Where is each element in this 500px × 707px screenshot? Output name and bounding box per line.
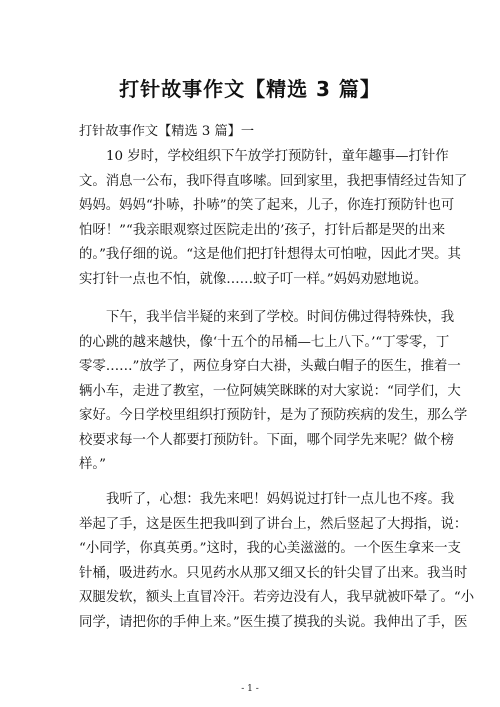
paragraph-line: 辆小车，走进了教室，一位阿姨笑眯眯的对大家说：“同学们，大 (79, 383, 461, 399)
paragraph-line: 样。” (79, 457, 106, 472)
paragraph-3 (79, 488, 475, 635)
document-title: 打针故事作文【精选 3 篇】 (119, 77, 381, 101)
paragraph-line: 家好。今日学校里组织打预防针，是为了预防疾病的发生，那么学 (79, 408, 468, 423)
paragraph-line: 的。”我仔细的说。“这是他们把打针想得太可怕啦，因此才哭。其 (79, 247, 461, 262)
paragraph-line: 下午，我半信半疑的来到了学校。时间仿佛过得特殊快，我 (106, 310, 455, 325)
paragraph-line: 双腿发软，额头上直冒冷汗。若旁边没有人，我早就被吓晕了。“小 (79, 590, 475, 605)
paragraph-line: “小同学，你真英勇。”这时，我的心美滋滋的。一个医生拿来一支 (79, 541, 461, 556)
paragraph-line: 怕呀！”“我亲眼观察过医院走出的’孩子，打针后都是哭的出来 (79, 222, 446, 238)
paragraph-line: 针桶，吸进药水。只见药水从那又细又长的针尖冒了出来。我当时 (79, 565, 468, 581)
paragraph-line: 同学，请把你的手伸上来。”医生摸了摸我的头说。我伸出了手，医 (79, 614, 468, 630)
paragraph-line: 妈妈。妈妈“扑哧，扑哧”的笑了起来，儿子，你连打预防针也可 (79, 198, 455, 213)
paragraph-line: 的心跳的越来越快，像‘十五个的吊桶—七上八下。’“丁零零，丁 (79, 334, 450, 350)
paragraph-2 (79, 306, 468, 478)
document-subtitle: 打针故事作文【精选 3 篇】一 (79, 124, 255, 139)
paragraph-line: 校要求每一个人都要打预防针。下面，哪个同学先来呢？做个榜 (79, 432, 454, 448)
paragraph-line: 零零……”放学了，两位身穿白大褂，头戴白帽子的医生，推着一 (79, 359, 461, 374)
paragraph-line: 我听了，心想：我先来吧！妈妈说过打针一点儿也不疼。我 (106, 492, 455, 507)
paragraph-line: 举起了手，这是医生把我叫到了讲台上，然后竖起了大拇指，说： (79, 516, 468, 532)
paragraph-line: 文。消息一公布，我吓得直哆嗦。回到家里，我把事情经过告知了 (79, 173, 468, 189)
page-number: - 1 - (241, 684, 259, 694)
paragraph-1 (79, 145, 468, 292)
paragraph-line: 实打针一点也不怕，就像……蚊子叮一样。”妈妈劝慰地说。 (79, 271, 428, 287)
paragraph-line: 10 岁时，学校组织下午放学打预防针，童年趣事—打针作 (106, 149, 449, 164)
